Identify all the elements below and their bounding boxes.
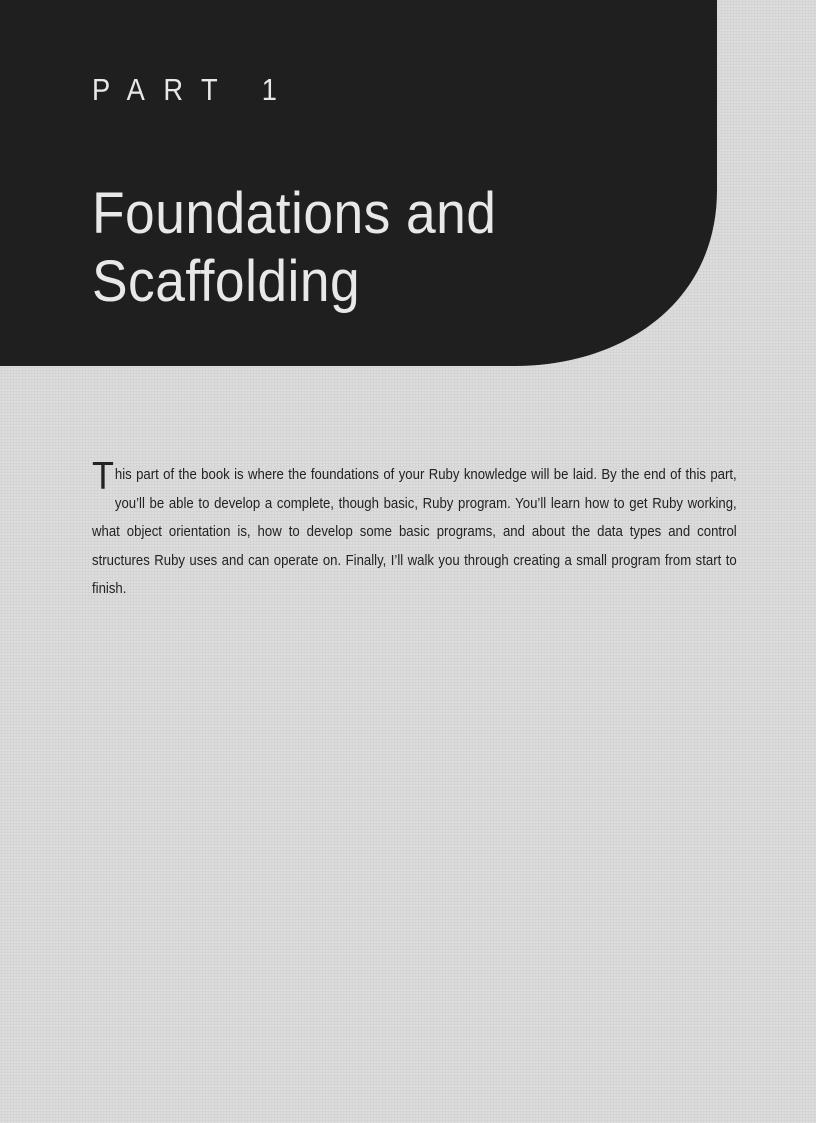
intro-paragraph [92, 455, 737, 604]
intro-text: his part of the book is where the foundations of your Ruby knowledge will be laid. By the end of this part, you’ll be able to develop a complete, though basic, Ruby program. You’ll learn how to get Ruby working, what object orientation is, how to develop some basic programs, and about the data types and control structures Ruby uses and can operate on. Finally, I’ll walk you through creating a small program from start to finish. [92, 467, 737, 597]
part-title: Foundations and Scaffolding [92, 181, 497, 314]
part-label: PART 1 [92, 72, 296, 107]
drop-cap: T [92, 455, 114, 498]
